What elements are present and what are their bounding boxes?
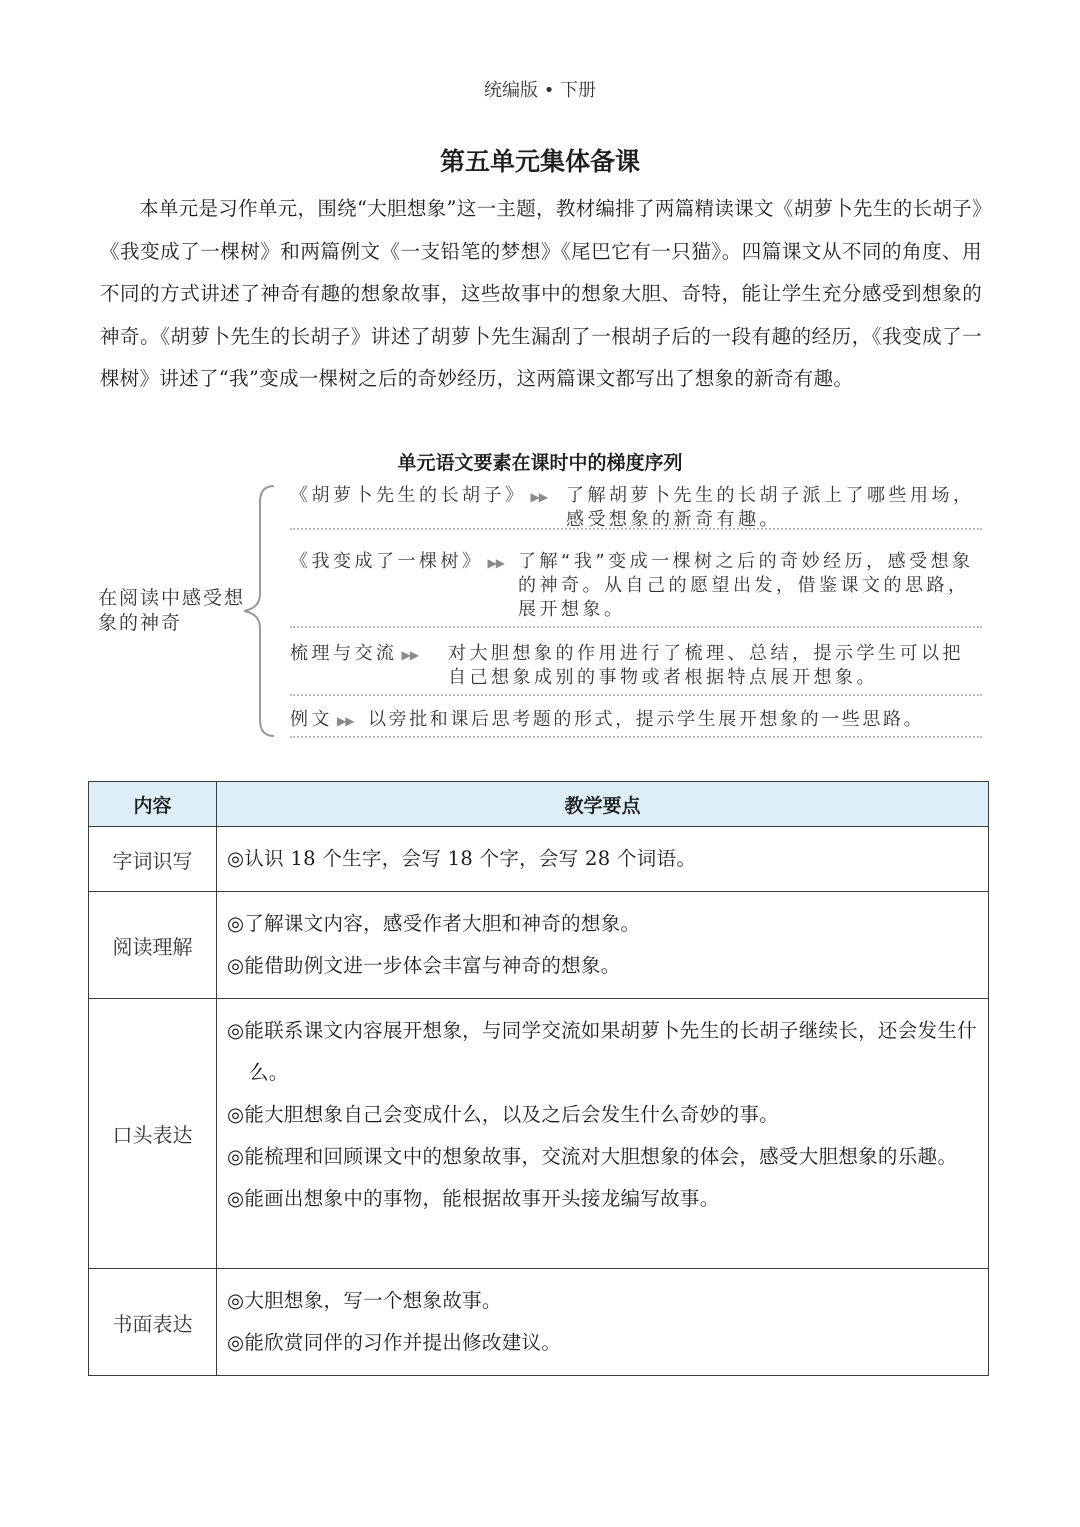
diagram-row-desc: 对大胆想象的作用进行了梳理、总结，提示学生可以把自己想象成别的事物或者根据特点展开想象。 (448, 643, 964, 688)
diagram-title: 单元语文要素在课时中的梯度序列 (397, 452, 683, 474)
teaching-point: ◎能欣赏同伴的习作并提出修改建议。 (227, 1331, 562, 1354)
diagram-row (290, 550, 982, 628)
column-header: 教学要点 (217, 782, 989, 827)
row-label: 字词识写 (89, 827, 217, 892)
table-row (89, 1269, 989, 1376)
page-title: 第五单元集体备课 (439, 147, 640, 176)
diagram-row-desc: 了解“我”变成一棵树之后的奇妙经历，感受想象的神奇。从自己的愿望出发，借鉴课文的思路，展开想象。 (518, 551, 974, 620)
diagram-row (290, 708, 982, 738)
diagram-row-source: 《胡萝卜先生的长胡子》 (290, 485, 527, 506)
table-row (89, 892, 989, 999)
arrow-icon: ▶▶ (530, 490, 547, 504)
teaching-point: ◎能联系课文内容展开想象，与同学交流如果胡萝卜先生的长胡子继续长，还会发生什么。 (227, 1019, 977, 1084)
curly-bracket-icon (238, 484, 278, 738)
diagram-row-source: 梳理与交流 (290, 643, 398, 664)
teaching-table (88, 781, 989, 1376)
intro-paragraph: 本单元是习作单元，围绕“大胆想象”这一主题，教材编排了两篇精读课文《胡萝卜先生的长胡子》《我变成了一棵树》和两篇例文《一支铅笔的梦想》《尾巴它有一只猫》。四篇课文从不同的角度、用不同的方式讲述了神奇有趣的想象故事，这些故事中的想象大胆、奇特，能让学生充分感受到想象的神奇。《胡萝卜先生的长胡子》讲述了胡萝卜先生漏刮了一根胡子后的一段有趣的经历，《我变成了一棵树》讲述了“我”变成一棵树之后的奇妙经历，这两篇课文都写出了想象的新奇有趣。 (100, 197, 982, 391)
teaching-point: ◎能借助例文进一步体会丰富与神奇的想象。 (227, 954, 621, 977)
row-label: 书面表达 (89, 1269, 217, 1376)
diagram-row-source: 《我变成了一棵树》 (290, 551, 484, 572)
row-content (217, 999, 989, 1269)
teaching-point: ◎能大胆想象自己会变成什么，以及之后会发生什么奇妙的事。 (227, 1103, 779, 1126)
arrow-icon: ▶▶ (337, 714, 354, 728)
table-header-row (89, 782, 989, 827)
diagram-row (290, 484, 982, 530)
teaching-point: ◎大胆想象，写一个想象故事。 (227, 1289, 502, 1312)
teaching-point: ◎能梳理和回顾课文中的想象故事，交流对大胆想象的体会，感受大胆想象的乐趣。 (227, 1145, 958, 1168)
column-header: 内容 (89, 782, 217, 827)
arrow-icon: ▶▶ (487, 556, 504, 570)
diagram-row-desc: 了解胡萝卜先生的长胡子派上了哪些用场，感受想象的新奇有趣。 (566, 485, 975, 530)
diagram-row (290, 642, 982, 696)
table-row (89, 827, 989, 892)
page-header: 统编版 • 下册 (483, 80, 597, 101)
diagram-row-desc: 以旁批和课后思考题的形式，提示学生展开想象的一些思路。 (368, 709, 925, 730)
table-row (89, 999, 989, 1269)
diagram-row-source: 例文 (290, 709, 333, 730)
row-label: 阅读理解 (89, 892, 217, 999)
row-content (217, 827, 989, 892)
diagram-left-label: 在阅读中感受想象的神奇 (98, 587, 246, 634)
arrow-icon: ▶▶ (401, 648, 418, 662)
teaching-point: ◎认识 18 个生字，会写 18 个字，会写 28 个词语。 (227, 847, 697, 870)
teaching-point: ◎了解课文内容，感受作者大胆和神奇的想象。 (227, 912, 641, 935)
row-content (217, 892, 989, 999)
row-content (217, 1269, 989, 1376)
teaching-point: ◎能画出想象中的事物，能根据故事开头接龙编写故事。 (227, 1187, 720, 1210)
row-label: 口头表达 (89, 999, 217, 1269)
